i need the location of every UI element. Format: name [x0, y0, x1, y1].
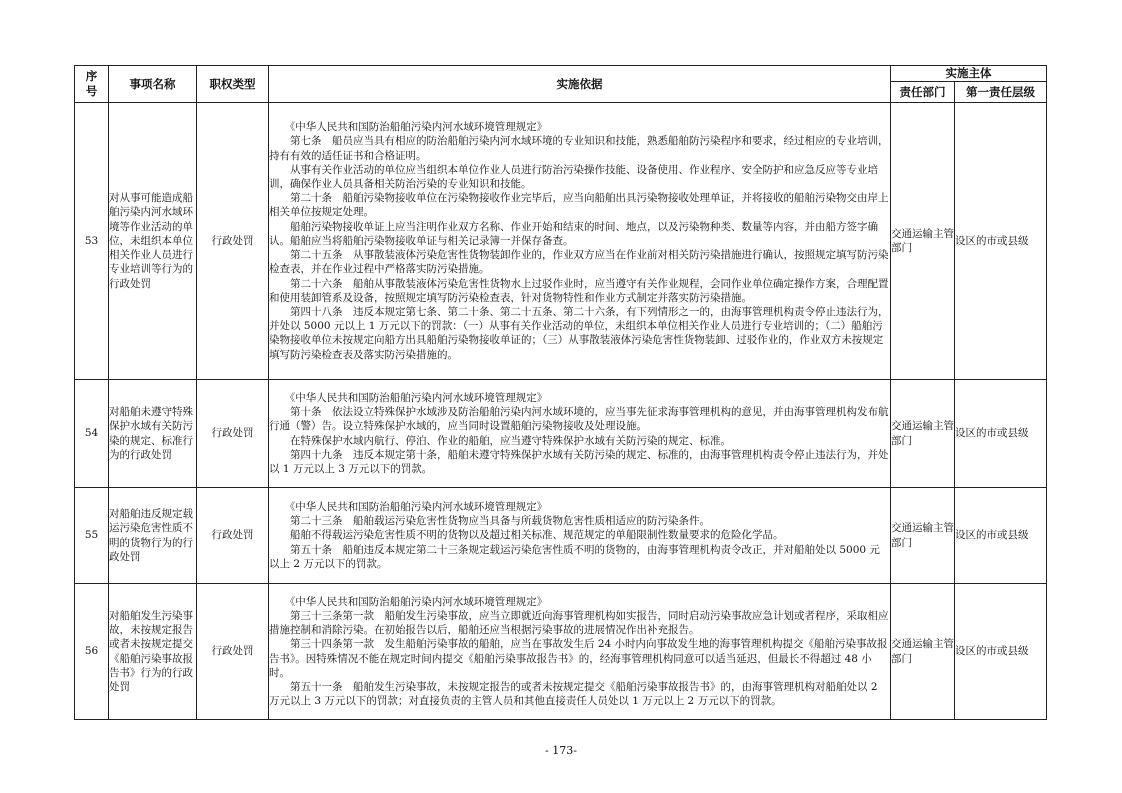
basis-paragraph: 第三十三条第一款 船舶发生污染事故，应当立即就近向海事管理机构如实报告，同时启动污染事故应急计划或者程序，采取相应措施控制和消除污染。在初始报告以后，船舶还应当根据污染事故的进展情况作出补充报告。 — [269, 609, 889, 637]
row-authority-type: 行政处罚 — [197, 584, 269, 720]
basis-paragraph: 船舶污染物接收单证上应当注明作业双方名称、作业开始和结束的时间、地点，以及污染物种类、数量等内容，并由船方签字确认。船舶应当将船舶污染物接收单证与相关记录簿一并保存备查。 — [269, 220, 878, 247]
row-responsible-dept: 交通运输主管部门 — [891, 488, 955, 584]
header-index: 序号 — [75, 66, 109, 103]
basis-paragraph: 第四十九条 违反本规定第十条，船舶未遵守特殊保护水域有关防污染的规定、标准的，由海事管理机构责令停止违法行为，并处以 1 万元以上 3 万元以下的罚款。 — [269, 448, 889, 475]
basis-paragraph: 《中华人民共和国防治船舶污染内河水域环境管理规定》 — [284, 500, 548, 513]
basis-paragraph: 第五十条 船舶违反本规定第二十三条规定载运污染危害性质不明的货物的，由海事管理机构责令改正，并对船舶处以 5000 元以上 2 万元以下的罚款。 — [269, 543, 880, 570]
basis-paragraph: 第二十六条 船舶从事散装液体污染危害性货物水上过驳作业时，应当遵守有关作业规程，会同作业单位确定操作方案，合理配置和使用装卸管系及设备，按照规定填写防污染检查表，针对货物特性和作业方式制定并落实防污染措施。 — [269, 277, 889, 304]
header-type: 职权类型 — [197, 66, 269, 103]
basis-paragraph: 船舶不得载运污染危害性质不明的货物以及超过相关标准、规范规定的单船限制性数量要求的危险化学品。 — [290, 529, 784, 542]
row-index: 55 — [75, 488, 109, 584]
header-basis: 实施依据 — [269, 66, 891, 103]
header-subject: 实施主体 — [891, 66, 1047, 82]
row-index: 53 — [75, 103, 109, 380]
row-responsible-dept: 交通运输主管部门 — [891, 380, 955, 488]
row-basis — [269, 380, 891, 488]
basis-paragraph: 第七条 船员应当具有相应的防治船舶污染内河水域环境的专业知识和技能，熟悉船舶防污染程序和要求，经过相应的专业培训，持有有效的适任证书和合格证明。 — [269, 135, 889, 162]
row-basis — [269, 488, 891, 584]
enforcement-table — [74, 65, 1047, 720]
basis-paragraph: 第五十一条 船舶发生污染事故，未按规定报告的或者未按规定提交《船舶污染事故报告书》的，由海事管理机构对船舶处以 2 万元以上 3 万元以下的罚款；对直接负责的主管人员和其他直接责任人员处以 1 万元以上 2 万元以下的罚款。 — [269, 680, 878, 708]
basis-paragraph: 《中华人民共和国防治船舶污染内河水域环境管理规定》 — [284, 121, 548, 134]
row-authority-type: 行政处罚 — [197, 380, 269, 488]
row-index: 56 — [75, 584, 109, 720]
basis-paragraph: 第三十四条第一款 发生船舶污染事故的船舶，应当在事故发生后 24 小时内向事故发生地的海事管理机构提交《船舶污染事故报告书》。因特殊情况不能在规定时间内提交《船舶污染事故报告书》的，经海事管理机构同意可以适当延迟，但最长不得超过 48 小时。 — [269, 638, 888, 679]
page-number: - 173- — [545, 744, 577, 757]
row-responsibility-level: 设区的市或县级 — [955, 488, 1047, 584]
basis-paragraph: 第二十条 船舶污染物接收单位在污染物接收作业完毕后，应当向船舶出具污染物接收处理单证，并将接收的船舶污染物交由岸上相关单位按规定处理。 — [269, 192, 889, 219]
table-row — [75, 103, 1047, 380]
basis-paragraph: 从事有关作业活动的单位应当组织本单位作业人员进行防治污染操作技能、设备使用、作业程序、安全防护和应急反应等专业培训，确保作业人员具备相关防治污染的专业知识和技能。 — [269, 163, 878, 191]
table-row — [75, 488, 1047, 584]
basis-paragraph: 第四十八条 违反本规定第七条、第二十条、第二十五条、第二十六条，有下列情形之一的，由海事管理机构责令停止违法行为，并处以 5000 元以上 1 万元以下的罚款：（一）从事有关作业活动的单位，未组织本单位相关作业人员进行专业培训的；（二）船舶污染物接收单位未按规定向船方出具船舶污染物接收单证的；（三）从事散装液体污染危害性货物装卸、过驳作业的，作业双方未按规定填写防污染检查表及落实防污染措施的。 — [269, 305, 889, 361]
basis-paragraph: 《中华人民共和国防治船舶污染内河水域环境管理规定》 — [284, 595, 548, 608]
basis-paragraph: 第十条 依法设立特殊保护水域涉及防治船舶污染内河水域环境的，应当事先征求海事管理机构的意见，并由海事管理机构发布航行通（警）告。设立特殊保护水域的，应当同时设置船舶污染物接收及处理设施。 — [269, 406, 889, 433]
basis-paragraph: 在特殊保护水域内航行、停泊、作业的船舶，应当遵守特殊保护水域有关防污染的规定、标准。 — [290, 434, 731, 447]
table-row — [75, 584, 1047, 720]
header-name: 事项名称 — [109, 66, 197, 103]
header-dept: 责任部门 — [891, 82, 955, 103]
table-row — [75, 380, 1047, 488]
row-responsible-dept: 交通运输主管部门 — [891, 103, 955, 380]
row-authority-type: 行政处罚 — [197, 488, 269, 584]
row-responsible-dept: 交通运输主管部门 — [891, 584, 955, 720]
row-basis — [269, 584, 891, 720]
basis-paragraph: 《中华人民共和国防治船舶污染内河水域环境管理规定》 — [284, 391, 548, 404]
header-level: 第一责任层级 — [955, 82, 1047, 103]
row-responsibility-level: 设区的市或县级 — [955, 380, 1047, 488]
basis-paragraph: 第二十三条 船舶载运污染危害性货物应当具备与所载货物危害性质相适应的防污染条件。 — [290, 515, 710, 528]
row-index: 54 — [75, 380, 109, 488]
row-item-name: 对船舶发生污染事故，未按规定报告或者未按规定提交《船舶污染事故报告书》行为的行政处罚 — [109, 584, 197, 720]
row-responsibility-level: 设区的市或县级 — [955, 103, 1047, 380]
basis-paragraph: 第二十五条 从事散装液体污染危害性货物装卸作业的，作业双方应当在作业前对相关防污染措施进行确认，按照规定填写防污染检查表，并在作业过程中严格落实防污染措施。 — [269, 249, 889, 276]
row-responsibility-level: 设区的市或县级 — [955, 584, 1047, 720]
row-item-name: 对从事可能造成船舶污染内河水域环境等作业活动的单位，未组织本单位相关作业人员进行专业培训等行为的行政处罚 — [109, 103, 197, 380]
row-authority-type: 行政处罚 — [197, 103, 269, 380]
row-item-name: 对船舶未遵守特殊保护水域有关防污染的规定、标准行为的行政处罚 — [109, 380, 197, 488]
row-basis — [269, 103, 891, 380]
row-item-name: 对船舶违反规定载运污染危害性质不明的货物行为的行政处罚 — [109, 488, 197, 584]
